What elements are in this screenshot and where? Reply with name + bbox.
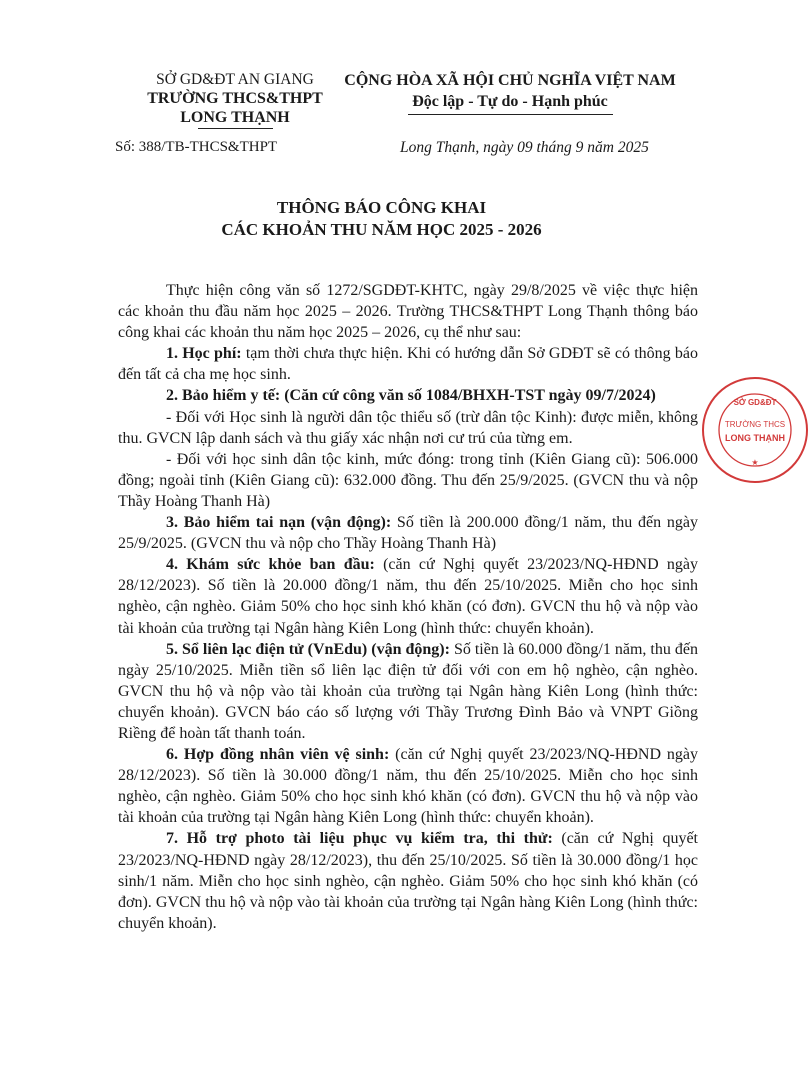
intro-paragraph: Thực hiện công văn số 1272/SGDĐT-KHTC, ngày 29/8/2025 về việc thực hiện các khoản thu đầu năm học 2025 – 2026. Trường THCS&THPT Long Thạnh thông báo công khai các khoản thu năm học 2025 – 2026, cụ thể như sau: [118, 282, 698, 342]
stamp-star: ★ [751, 458, 759, 467]
item-text: - Đối với học sinh dân tộc kinh, mức đóng: trong tỉnh (Kiên Giang cũ): 506.000 đồng; ngoài tỉnh (Kiên Giang cũ): 632.000 đồng. Thu đến 25/9/2025. (GVCN thu và nộp Thầy Hoàng Thanh Hà) [118, 450, 698, 510]
item-heading: 7. Hỗ trợ photo tài liệu phục vụ kiểm tra, thi thử: [166, 830, 553, 848]
document-number: Số: 388/TB-THCS&THPT [115, 139, 278, 155]
country-name: CỘNG HÒA XÃ HỘI CHỦ NGHĨA VIỆT NAM [344, 72, 676, 89]
item-heading: 3. Bảo hiểm tai nạn (vận động): [166, 514, 392, 532]
stamp-text-mid: TRƯỜNG THCS [724, 420, 786, 429]
item-paragraph [118, 407, 698, 449]
item-paragraph [118, 554, 698, 638]
issuer-block [110, 70, 360, 129]
item-text: (căn cứ Nghị quyết 23/2023/NQ-HĐND ngày 28/12/2023). Số tiền là 20.000 đồng/1 năm, thu đến 25/10/2025. Miễn cho học sinh nghèo, cận nghèo. Giảm 50% cho học sinh khó khăn (có đơn). GVCN thu hộ và nộp vào tài khoản của trường tại Ngân hàng Kiên Long (hình thức: chuyển khoản). [118, 556, 699, 637]
issuer-underline [198, 128, 273, 129]
item-heading: 5. Sổ liên lạc điện tử (VnEdu) (vận động): [166, 640, 450, 658]
item-paragraph [118, 639, 698, 744]
item-paragraph [118, 449, 698, 512]
item-heading: 6. Hợp đồng nhân viên vệ sinh: [166, 746, 390, 764]
item-text: (căn cứ Nghị quyết 23/2023/NQ-HĐND ngày 28/12/2023). Số tiền là 30.000 đồng/1 năm, thu đến 25/10/2025. Miễn cho học sinh nghèo, cận nghèo. Giảm 50% cho học sinh khó khăn (có đơn). GVCN thu hộ và nộp vào tài khoản của trường tại Ngân hàng Kiên Long (hình thức: chuyển khoản). [118, 746, 698, 827]
school-name-line1: TRƯỜNG THCS&THPT [147, 90, 323, 107]
document-date: Long Thạnh, ngày 09 tháng 9 năm 2025 [400, 139, 649, 156]
motto-underline [408, 114, 613, 115]
item-text: (căn cứ Nghị quyết 23/2023/NQ-HĐND ngày 28/12/2023), thu đến 25/10/2025. Số tiền là 30.000 đồng/1 học sinh/1 năm. Miễn cho học sinh nghèo, cận nghèo. Giảm 50% cho học sinh khó khăn (có đơn). GVCN thu hộ và nộp vào tài khoản của trường tại Ngân hàng Kiên Long (hình thức: chuyển khoản). [118, 830, 699, 932]
item-text: tạm thời chưa thực hiện. Khi có hướng dẫn Sở GDĐT sẽ có thông báo đến tất cả cha mẹ học sinh. [118, 345, 698, 384]
document-body [118, 280, 698, 934]
stamp-text-bottom: LONG THẠNH [725, 433, 785, 443]
national-header [330, 70, 690, 115]
item-text: Số tiền là 60.000 đồng/1 năm, thu đến ngày 25/10/2025. Miễn tiền sổ liên lạc điện tử đối với con em hộ nghèo, cận nghèo. GVCN thu hộ và nộp vào tài khoản của trường tại Ngân hàng Kiên Long (hình thức: chuyển khoản). GVCN báo cáo số lượng với Thầy Trương Đình Bảo và VNPT Giồng Riềng để hoàn tất thanh toán. [118, 640, 698, 742]
school-name-line2: LONG THẠNH [180, 109, 290, 126]
stamp-text-top: SỞ GD&ĐT [733, 398, 777, 407]
national-motto: Độc lập - Tự do - Hạnh phúc [412, 93, 608, 110]
item-paragraph [118, 744, 698, 828]
item-paragraph [118, 385, 698, 406]
item-text: - Đối với Học sinh là người dân tộc thiểu số (trừ dân tộc Kinh): được miễn, không thu. GVCN lập danh sách và thu giấy xác nhận nơi cư trú của từng em. [118, 408, 698, 447]
item-heading: 1. Học phí: [166, 345, 242, 363]
item-heading: 4. Khám sức khỏe ban đầu: [166, 556, 375, 574]
item-paragraph [118, 512, 698, 554]
official-stamp [700, 375, 810, 485]
document-title-line2: CÁC KHOẢN THU NĂM HỌC 2025 - 2026 [221, 220, 542, 239]
item-paragraph [118, 828, 698, 933]
item-heading: 2. Bảo hiểm y tế: (Căn cứ công văn số 1084/BHXH-TST ngày 09/7/2024) [166, 387, 656, 405]
department-name: SỞ GD&ĐT AN GIANG [156, 71, 314, 88]
item-text: Số tiền là 200.000 đồng/1 năm, thu đến ngày 25/9/2025. (GVCN thu và nộp cho Thầy Hoàng Thanh Hà) [118, 514, 698, 553]
item-paragraph [118, 343, 698, 385]
document-title-line1: THÔNG BÁO CÔNG KHAI [276, 198, 487, 217]
